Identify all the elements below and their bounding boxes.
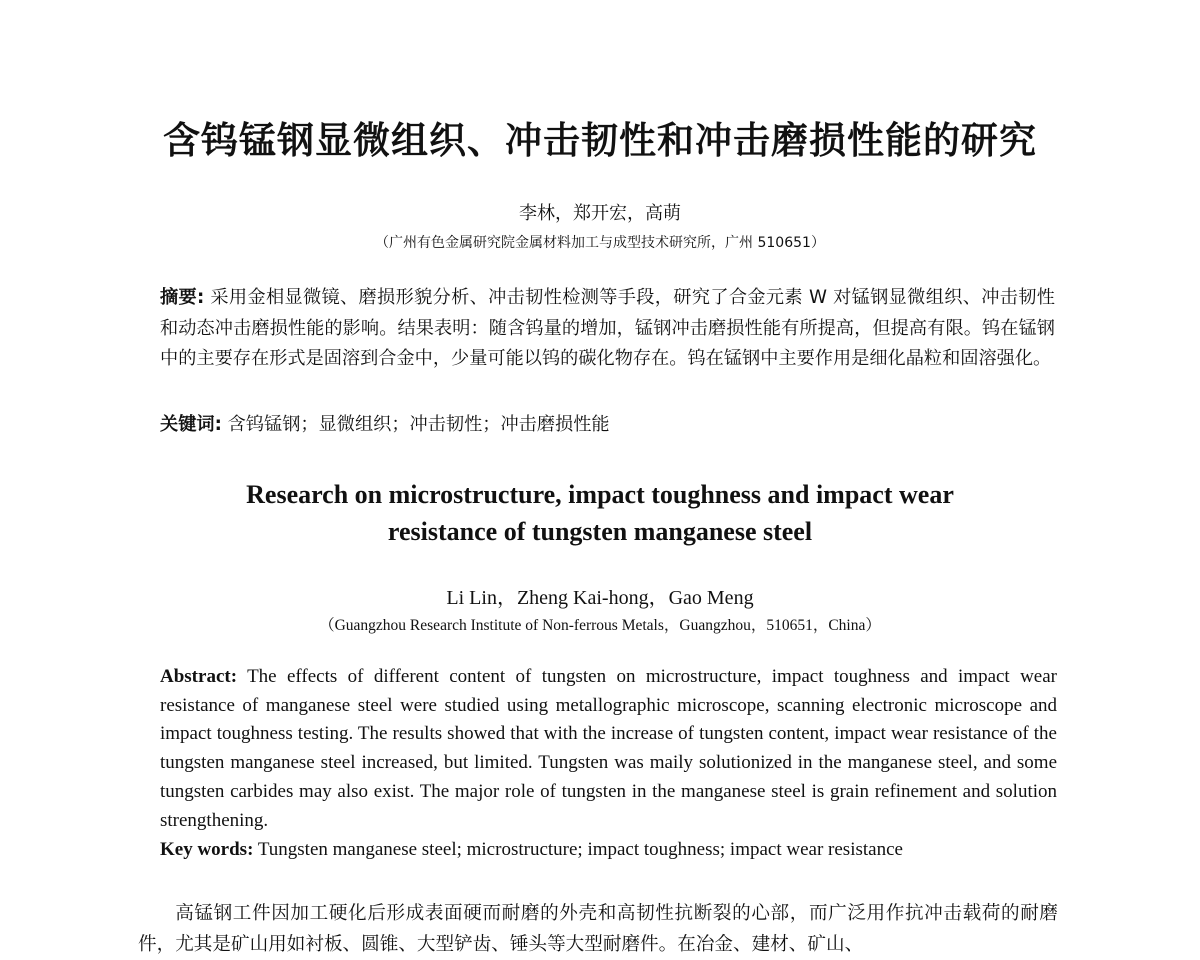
paper-title-english-line2: resistance of tungsten manganese steel — [387, 517, 813, 546]
keywords-chinese-label: 关键词: — [160, 414, 222, 435]
abstract-chinese-text: 采用金相显微镜、磨损形貌分析、冲击韧性检测等手段，研究了合金元素 W 对锰钢显微组织、冲击韧性和动态冲击磨损性能的影响。结果表明：随含钨量的增加，锰钢冲击磨损性能有所提高，但提高有限。钨在锰钢中的主要存在形式是固溶到合金中，少量可能以钨的碳化物存在。钨在锰钢中主要作用是细化晶粒和固溶强化。 — [160, 287, 1055, 369]
keywords-english-text: Tungsten manganese steel; microstructure; impact toughness; impact wear resistance — [257, 839, 903, 860]
keywords-english-label: Key words: — [160, 839, 254, 860]
abstract-chinese-label: 摘要: — [160, 287, 205, 308]
abstract-english-label: Abstract: — [160, 666, 238, 687]
affiliation-chinese: （广州有色金属研究院金属材料加工与成型技术研究所，广州 510651） — [375, 235, 825, 251]
keywords-english — [160, 836, 1057, 864]
authors-english: Li Lin，Zheng Kai-hong，Gao Meng — [446, 587, 754, 609]
authors-chinese: 李林，郑开宏，高萌 — [519, 203, 681, 224]
paper-title-english — [0, 476, 1200, 550]
abstract-english-text: The effects of different content of tungsten on microstructure, impact toughness and impact wear resistance of manganese steel were studied using metallographic microscope, scanning electronic microscope and impact toughness testing. The results showed that with the increase of tungsten content, impact wear resistance of the tungsten manganese steel increased, but limited. Tungsten was maily solutionized in the manganese steel, and some tungsten carbides may also exist. The major role of tungsten in the manganese steel is grain refinement and solution strengthening. — [160, 666, 1057, 831]
paper-title-chinese: 含钨锰钢显微组织、冲击韧性和冲击磨损性能的研究 — [163, 118, 1037, 162]
keywords-chinese-text: 含钨锰钢；显微组织；冲击韧性；冲击磨损性能 — [227, 414, 610, 435]
body-paragraph-intro: 高锰钢工件因加工硬化后形成表面硬而耐磨的外壳和高韧性抗断裂的心部，而广泛用作抗冲击载荷的耐磨件，尤其是矿山用如衬板、圆锥、大型铲齿、锤头等大型耐磨件。在冶金、建材、矿山、 — [138, 903, 1058, 955]
affiliation-english: （Guangzhou Research Institute of Non-ferrous Metals，Guangzhou，510651，China） — [319, 617, 881, 634]
paper-title-english-line1: Research on microstructure, impact toughness and impact wear — [246, 480, 954, 509]
abstract-chinese — [160, 283, 1055, 375]
abstract-english — [160, 663, 1057, 835]
keywords-chinese — [160, 410, 1055, 440]
